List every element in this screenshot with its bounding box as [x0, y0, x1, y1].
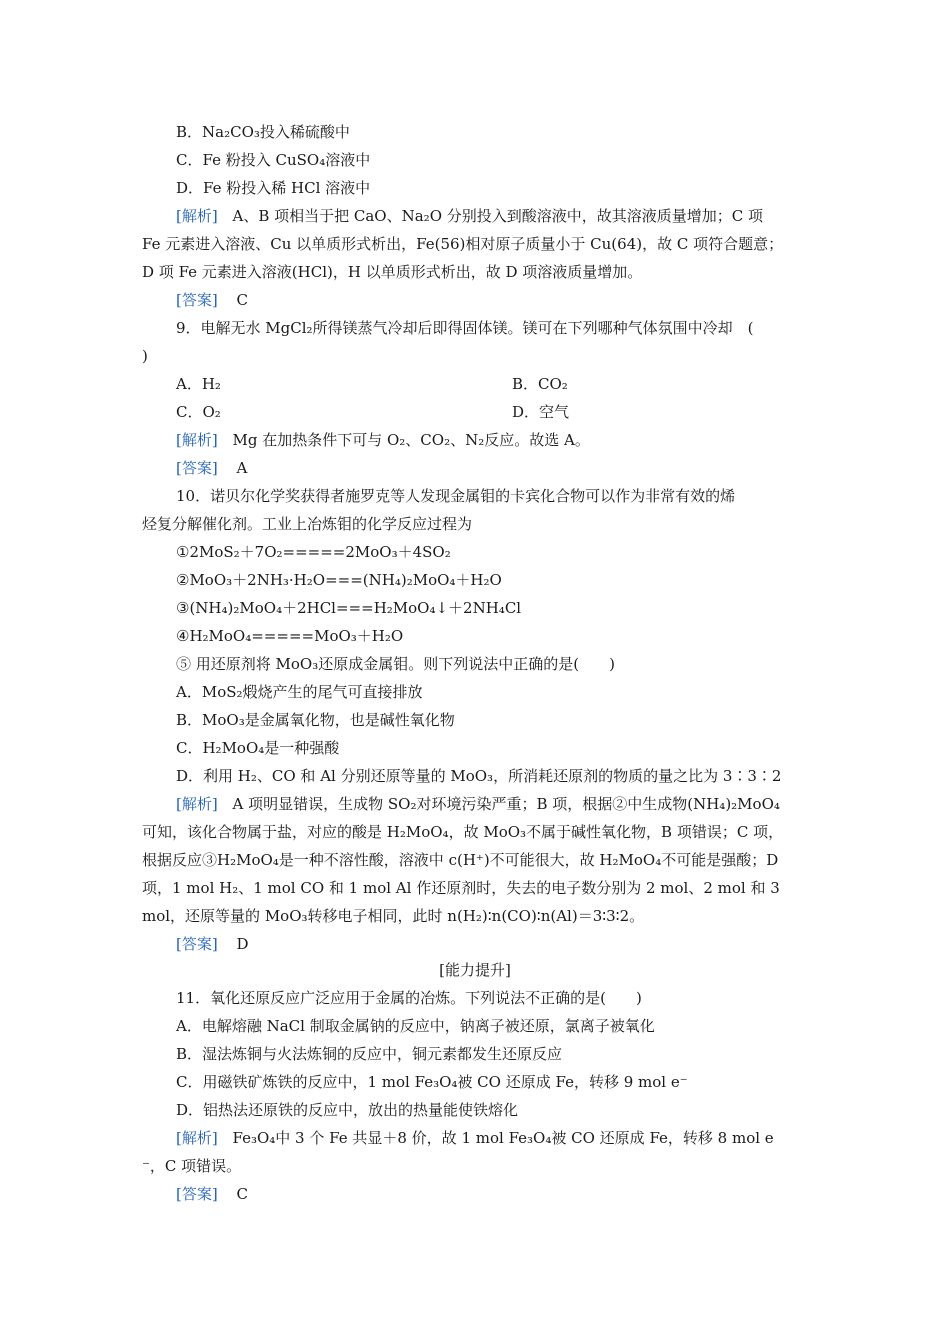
analysis-tag: [解析]	[176, 207, 218, 225]
q10-equation-2: ②MoO₃＋2NH₃·H₂O===(NH₄)₂MoO₄＋H₂O	[176, 571, 502, 589]
q11-answer	[176, 1184, 248, 1204]
q10-analysis-line-3: 根据反应③H₂MoO₄是一种不溶性酸，溶液中 c(H⁺)不可能很大，故 H₂MoO₄不可能是强酸；D	[142, 851, 779, 869]
q8-option-c: C．Fe 粉投入 CuSO₄溶液中	[176, 151, 371, 169]
q9-option-b: B．CO₂	[512, 375, 568, 393]
q11-option-b: B．湿法炼铜与火法炼铜的反应中，铜元素都发生还原反应	[176, 1045, 563, 1063]
q10-stem-line-2: 烃复分解催化剂。工业上冶炼钼的化学反应过程为	[142, 515, 473, 533]
q9-answer	[176, 458, 247, 478]
q9-option-a: A．H₂	[176, 375, 221, 393]
q10-analysis-line-5: mol，还原等量的 MoO₃转移电子相同，此时 n(H₂)∶n(CO)∶n(Al)＝3∶3∶2。	[142, 907, 645, 925]
analysis-tag: [解析]	[176, 431, 218, 449]
analysis-text: Fe₃O₄中 3 个 Fe 共显＋8 价，故 1 mol Fe₃O₄被 CO 还原成 Fe，转移 8 mol e	[232, 1129, 774, 1147]
q11-option-a: A．电解熔融 NaCl 制取金属钠的反应中，钠离子被还原，氯离子被氧化	[176, 1017, 655, 1035]
analysis-text: A、B 项相当于把 CaO、Na₂O 分别投入到酸溶液中，故其溶液质量增加；C 项	[232, 207, 764, 225]
q8-analysis-line-2: Fe 元素进入溶液、Cu 以单质形式析出，Fe(56)相对原子质量小于 Cu(64)，故 C 项符合题意；	[142, 235, 784, 253]
analysis-tag: [解析]	[176, 1129, 218, 1147]
answer-value: C	[236, 1185, 248, 1203]
q10-option-b: B．MoO₃是金属氧化物，也是碱性氧化物	[176, 711, 455, 729]
q9-stem-line-1: 9．电解无水 MgCl₂所得镁蒸气冷却后即得固体镁。镁可在下列哪种气体氛围中冷却 (	[176, 319, 754, 337]
q10-step-5: ⑤ 用还原剂将 MoO₃还原成金属钼。则下列说法中正确的是( )	[176, 655, 615, 673]
q10-equation-1: ①2MoS₂＋7O₂=====2MoO₃＋4SO₂	[176, 543, 451, 561]
q9-stem-line-2: )	[142, 347, 148, 365]
q10-option-d: D．利用 H₂、CO 和 Al 分别还原等量的 MoO₃，所消耗还原剂的物质的量之比为 3∶3∶2	[176, 767, 782, 785]
analysis-text: A 项明显错误，生成物 SO₂对环境污染严重；B 项，根据②中生成物(NH₄)₂MoO₄	[232, 795, 780, 813]
answer-value: A	[236, 459, 248, 477]
answer-tag: [答案]	[176, 1185, 218, 1203]
q11-option-c: C．用磁铁矿炼铁的反应中，1 mol Fe₃O₄被 CO 还原成 Fe，转移 9 mol e⁻	[176, 1073, 688, 1091]
analysis-text: Mg 在加热条件下可与 O₂、CO₂、N₂反应。故选 A。	[232, 431, 590, 449]
q11-analysis-line-1	[176, 1128, 774, 1148]
q10-option-c: C．H₂MoO₄是一种强酸	[176, 739, 340, 757]
q10-analysis-line-1	[176, 794, 780, 814]
q9-analysis	[176, 430, 590, 450]
q11-option-d: D．铝热法还原铁的反应中，放出的热量能使铁熔化	[176, 1101, 519, 1119]
q8-analysis-line-3: D 项 Fe 元素进入溶液(HCl)，H 以单质形式析出，故 D 项溶液质量增加。	[142, 263, 643, 281]
q8-analysis-line-1	[176, 206, 763, 226]
analysis-tag: [解析]	[176, 795, 218, 813]
q10-equation-4: ④H₂MoO₄=====MoO₃＋H₂O	[176, 627, 404, 645]
q8-answer	[176, 290, 248, 310]
q10-option-a: A．MoS₂煅烧产生的尾气可直接排放	[176, 683, 423, 701]
q10-analysis-line-2: 可知，该化合物属于盐，对应的酸是 H₂MoO₄，故 MoO₃不属于碱性氧化物，B 项错误；C 项，	[142, 823, 784, 841]
q11-analysis-line-2: ⁻，C 项错误。	[142, 1157, 242, 1175]
answer-value: D	[236, 935, 249, 953]
q10-equation-3: ③(NH₄)₂MoO₄＋2HCl===H₂MoO₄↓＋2NH₄Cl	[176, 599, 522, 617]
q9-option-d: D．空气	[512, 403, 570, 421]
q9-option-c: C．O₂	[176, 403, 221, 421]
q8-option-b: B．Na₂CO₃投入稀硫酸中	[176, 123, 350, 141]
q10-analysis-line-4: 项，1 mol H₂、1 mol CO 和 1 mol Al 作还原剂时，失去的电子数分别为 2 mol、2 mol 和 3	[142, 879, 780, 897]
q10-answer	[176, 934, 249, 954]
q10-stem-line-1: 10．诺贝尔化学奖获得者施罗克等人发现金属钼的卡宾化合物可以作为非常有效的烯	[176, 487, 736, 505]
answer-tag: [答案]	[176, 459, 218, 477]
q8-option-d: D．Fe 粉投入稀 HCl 溶液中	[176, 179, 371, 197]
q11-stem: 11．氧化还原反应广泛应用于金属的冶炼。下列说法不正确的是( )	[176, 989, 642, 1007]
answer-value: C	[236, 291, 248, 309]
answer-tag: [答案]	[176, 935, 218, 953]
answer-tag: [答案]	[176, 291, 218, 309]
section-title: [能力提升]	[439, 961, 511, 979]
